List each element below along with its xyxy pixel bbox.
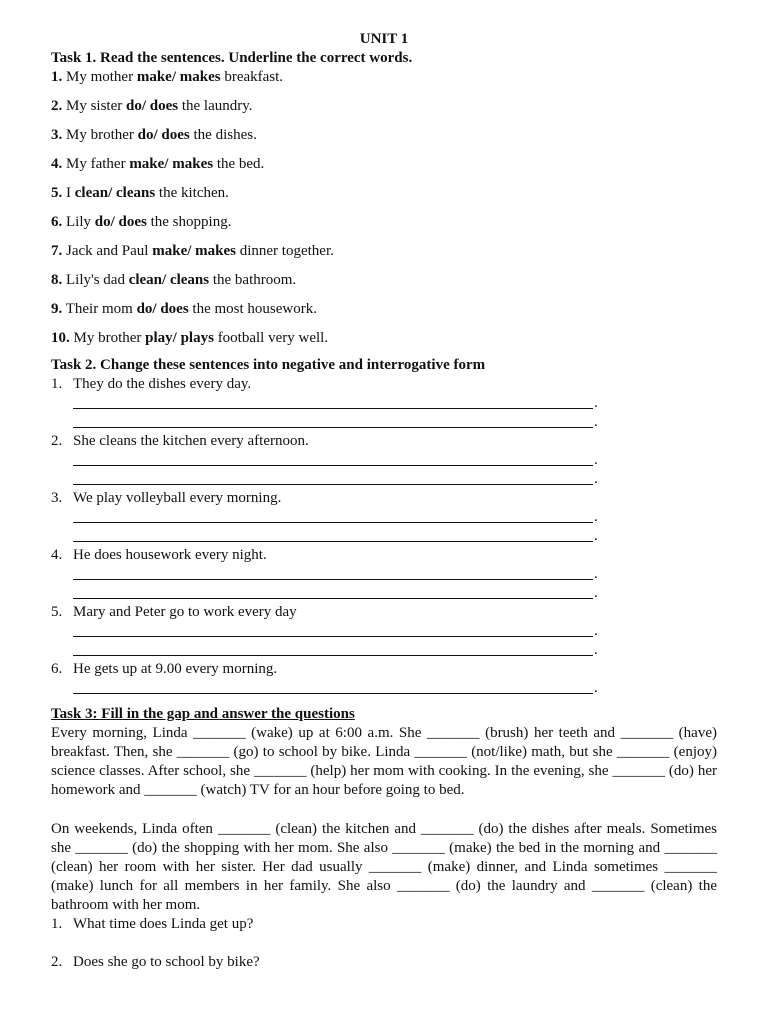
list-item	[51, 953, 717, 972]
list-item	[51, 489, 717, 546]
word-choice: do/ does	[94, 214, 147, 230]
item-sentence: He does housework every night.	[73, 547, 267, 563]
item-number: 6.	[51, 661, 63, 677]
line-end: .	[594, 585, 598, 601]
item-number: 1.	[51, 69, 63, 85]
task3-questions	[51, 915, 717, 972]
item-text-after: the laundry.	[181, 98, 253, 114]
item-text-after: the kitchen.	[158, 185, 229, 201]
task2-heading: Task 2. Change these sentences into negative and interrogative form	[51, 357, 486, 373]
item-text-before: Their mom	[65, 301, 133, 317]
list-item	[51, 213, 717, 232]
item-text-before: Lily's dad	[66, 272, 125, 288]
list-item	[51, 242, 717, 261]
item-sentence: We play volleyball every morning.	[73, 490, 282, 506]
answer-line[interactable]	[73, 527, 615, 546]
word-choice: clean/ cleans	[128, 272, 210, 288]
line-end: .	[594, 395, 598, 411]
worksheet-page	[51, 30, 717, 972]
list-item	[51, 300, 717, 319]
item-sentence: She cleans the kitchen every afternoon.	[73, 433, 309, 449]
list-item	[51, 184, 717, 203]
list-item	[51, 155, 717, 174]
line-end: .	[594, 642, 598, 658]
list-item	[51, 68, 717, 87]
item-number: 2.	[51, 433, 63, 449]
item-text-after: the bathroom.	[212, 272, 297, 288]
line-end: .	[594, 623, 598, 639]
word-choice: do/ does	[126, 98, 179, 114]
list-item	[51, 126, 717, 145]
item-number: 9.	[51, 301, 63, 317]
list-item	[51, 97, 717, 116]
item-text-after: the dishes.	[193, 127, 257, 143]
item-text-before: My brother	[73, 330, 142, 346]
item-sentence: They do the dishes every day.	[73, 376, 252, 392]
item-number: 2.	[51, 98, 63, 114]
line-end: .	[594, 566, 598, 582]
reading-paragraph-2: On weekends, Linda often _______ (clean) the kitchen and _______ (do) the dishes after meals. Sometimes she _______ (do) the shopping with her mom. She also _______ (make) the bed in the morning and _______ (clean) her room with her sister. Her dad usually _______ (make) dinner, and Linda sometimes _______ (make) lunch for all members in her family. She also _______ (do) the laundry and _______ (clean) the bathroom with her mom.	[51, 821, 717, 913]
reading-paragraph-1: Every morning, Linda _______ (wake) up at 6:00 a.m. She _______ (brush) her teeth and _______ (have) breakfast. Then, she _______ (go) to school by bike. Linda _______ (not/like) math, but she _______ (enjoy) science classes. After school, she _______ (help) her mom with cooking. In the evening, she _______ (do) her homework and _______ (watch) TV for an hour before going to bed.	[51, 725, 717, 798]
answer-line[interactable]	[73, 584, 615, 603]
item-number: 4.	[51, 547, 63, 563]
item-text-after: the most housework.	[192, 301, 317, 317]
word-choice: make/ makes	[136, 69, 221, 85]
question-text: Does she go to school by bike?	[73, 954, 260, 970]
answer-line[interactable]	[73, 508, 615, 527]
answer-line[interactable]	[73, 470, 615, 489]
list-item	[51, 546, 717, 603]
item-number: 8.	[51, 272, 63, 288]
line-end: .	[594, 452, 598, 468]
line-end: .	[594, 509, 598, 525]
list-item	[51, 603, 717, 660]
question-number: 1.	[51, 916, 63, 932]
list-item	[51, 375, 717, 432]
list-item	[51, 329, 717, 348]
task1-heading: Task 1. Read the sentences. Underline the correct words.	[51, 50, 413, 66]
item-text-before: Lily	[66, 214, 91, 230]
list-item	[51, 271, 717, 290]
word-choice: do/ does	[137, 127, 190, 143]
question-number: 2.	[51, 954, 63, 970]
task2-list	[51, 375, 717, 698]
line-end: .	[594, 680, 598, 696]
item-text-after: the bed.	[216, 156, 265, 172]
item-text-before: My mother	[66, 69, 134, 85]
word-choice: clean/ cleans	[74, 185, 156, 201]
word-choice: do/ does	[136, 301, 189, 317]
answer-line[interactable]	[73, 451, 615, 470]
answer-line[interactable]	[73, 622, 615, 641]
list-item	[51, 432, 717, 489]
item-number: 7.	[51, 243, 63, 259]
item-text-before: My brother	[66, 127, 134, 143]
list-item	[51, 915, 717, 934]
line-end: .	[594, 471, 598, 487]
task3-heading: Task 3: Fill in the gap and answer the questions	[51, 706, 355, 722]
item-number: 5.	[51, 604, 63, 620]
item-sentence: He gets up at 9.00 every morning.	[73, 661, 278, 677]
item-number: 4.	[51, 156, 63, 172]
item-text-before: Jack and Paul	[66, 243, 149, 259]
item-text-before: I	[66, 185, 71, 201]
answer-line[interactable]	[73, 394, 615, 413]
item-number: 1.	[51, 376, 63, 392]
answer-line[interactable]	[73, 641, 615, 660]
item-text-before: My sister	[66, 98, 123, 114]
item-number: 6.	[51, 214, 63, 230]
item-text-after: breakfast.	[224, 69, 284, 85]
list-item	[51, 660, 717, 698]
item-text-before: My father	[66, 156, 126, 172]
line-end: .	[594, 528, 598, 544]
answer-line[interactable]	[73, 413, 615, 432]
unit-title: UNIT 1	[359, 31, 409, 47]
item-text-after: dinner together.	[239, 243, 334, 259]
answer-line[interactable]	[73, 565, 615, 584]
item-text-after: the shopping.	[150, 214, 232, 230]
word-choice: make/ makes	[152, 243, 236, 259]
line-end: .	[594, 414, 598, 430]
task1-list	[51, 68, 717, 348]
word-choice: make/ makes	[129, 156, 214, 172]
item-number: 5.	[51, 185, 63, 201]
answer-line[interactable]	[73, 679, 615, 698]
item-sentence: Mary and Peter go to work every day	[73, 604, 297, 620]
question-text: What time does Linda get up?	[73, 916, 254, 932]
item-number: 3.	[51, 127, 63, 143]
item-number: 3.	[51, 490, 63, 506]
item-number: 10.	[51, 330, 70, 346]
word-choice: play/ plays	[145, 330, 214, 346]
item-text-after: football very well.	[217, 330, 329, 346]
